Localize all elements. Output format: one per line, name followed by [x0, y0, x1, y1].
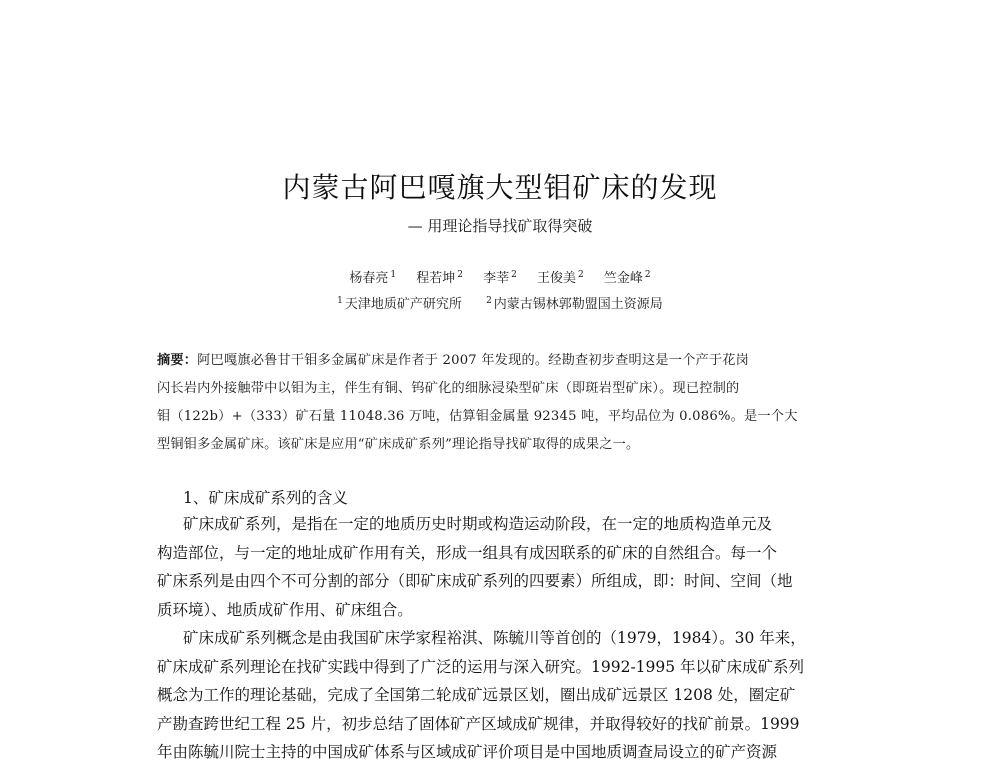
body-line: 概念为工作的理论基础，完成了全国第二轮成矿远景区划，圈出成矿远景区 1208 处，圈定矿 — [157, 686, 796, 704]
author — [416, 267, 463, 286]
body-line: 矿床成矿系列理论在找矿实践中得到了广泛的运用与深入研究。1992-1995 年以矿床成矿系列 — [157, 657, 805, 676]
body-line: 矿床成矿系列，是指在一定的地质历史时期或构造运动阶段，在一定的地质构造单元及 — [183, 515, 773, 533]
body-line: 矿床系列是由四个不可分割的部分（即矿床成矿系列的四要素）所组成，即：时间、空间（地 — [157, 572, 793, 590]
affiliation-list — [0, 293, 1000, 312]
author-name: 王俊美 — [537, 271, 577, 286]
author-affiliation-mark: 2 — [644, 269, 651, 280]
body-line: 矿床成矿系列概念是由我国矿床学家程裕淇、陈毓川等首创的（1979，1984）。30 年来， — [183, 629, 806, 647]
abstract-label: 摘要： — [157, 353, 198, 368]
author-affiliation-mark: 2 — [457, 269, 463, 280]
author-affiliation-mark: 2 — [511, 269, 517, 280]
body-line: 产勘查跨世纪工程 25 片，初步总结了固体矿产区域成矿规律，并取得较好的找矿前景。1999 — [157, 714, 800, 733]
abstract-line: 闪长岩内外接触带中以钼为主，伴生有铜、钨矿化的细脉浸染型矿床（即斑岩型矿床）。现已控制的 — [157, 381, 740, 396]
affiliation-name: 天津地质矿产研究所 — [344, 297, 462, 312]
affiliation-name: 内蒙古锡林郭勒盟国土资源局 — [493, 297, 663, 312]
author-affiliation-mark: 1 — [390, 269, 397, 280]
author-list — [0, 267, 1000, 286]
author — [349, 267, 396, 286]
body-line: 构造部位，与一定的地址成矿作用有关，形成一组具有成因联系的矿床的自然组合。每一个 — [157, 543, 778, 562]
author-affiliation-mark: 2 — [578, 269, 584, 280]
paper-title: 内蒙古阿巴嘎旗大型钼矿床的发现 — [282, 171, 718, 204]
author — [483, 267, 517, 286]
affiliation — [337, 293, 462, 312]
section-heading: 1、矿床成矿系列的含义 — [183, 489, 348, 507]
paper-subtitle: — 用理论指导找矿取得突破 — [407, 217, 593, 235]
author-name: 程若坤 — [416, 271, 456, 286]
abstract — [157, 347, 837, 459]
abstract-text: 阿巴嘎旗必鲁甘干钼多金属矿床是作者于 2007 年发现的。经勘查初步查明这是一个产于花岗 — [197, 353, 750, 368]
author — [604, 267, 651, 286]
body-line: 质环境）、地质成矿作用、矿床组合。 — [157, 600, 413, 619]
author-name: 李莘 — [483, 271, 510, 286]
abstract-line: 钼（122b）+（333）矿石量 11048.36 万吨，估算钼金属量 92345 吨，平均品位为 0.086%。是一个大 — [157, 409, 798, 424]
affiliation — [486, 293, 663, 312]
author-name: 竺金峰 — [603, 271, 643, 286]
abstract-line — [157, 347, 837, 375]
section-body — [157, 510, 887, 767]
author-name: 杨春亮 — [349, 271, 389, 286]
affiliation-mark: 1 — [337, 295, 343, 306]
author — [537, 267, 584, 286]
abstract-line: 型铜钼多金属矿床。该矿床是应用“矿床成矿系列”理论指导找矿取得的成果之一。 — [157, 437, 640, 452]
body-line: 年由陈毓川院士主持的中国成矿体系与区域成矿评价项目是中国地质调查局设立的矿产资源 — [157, 743, 778, 761]
affiliation-mark: 2 — [486, 295, 492, 306]
